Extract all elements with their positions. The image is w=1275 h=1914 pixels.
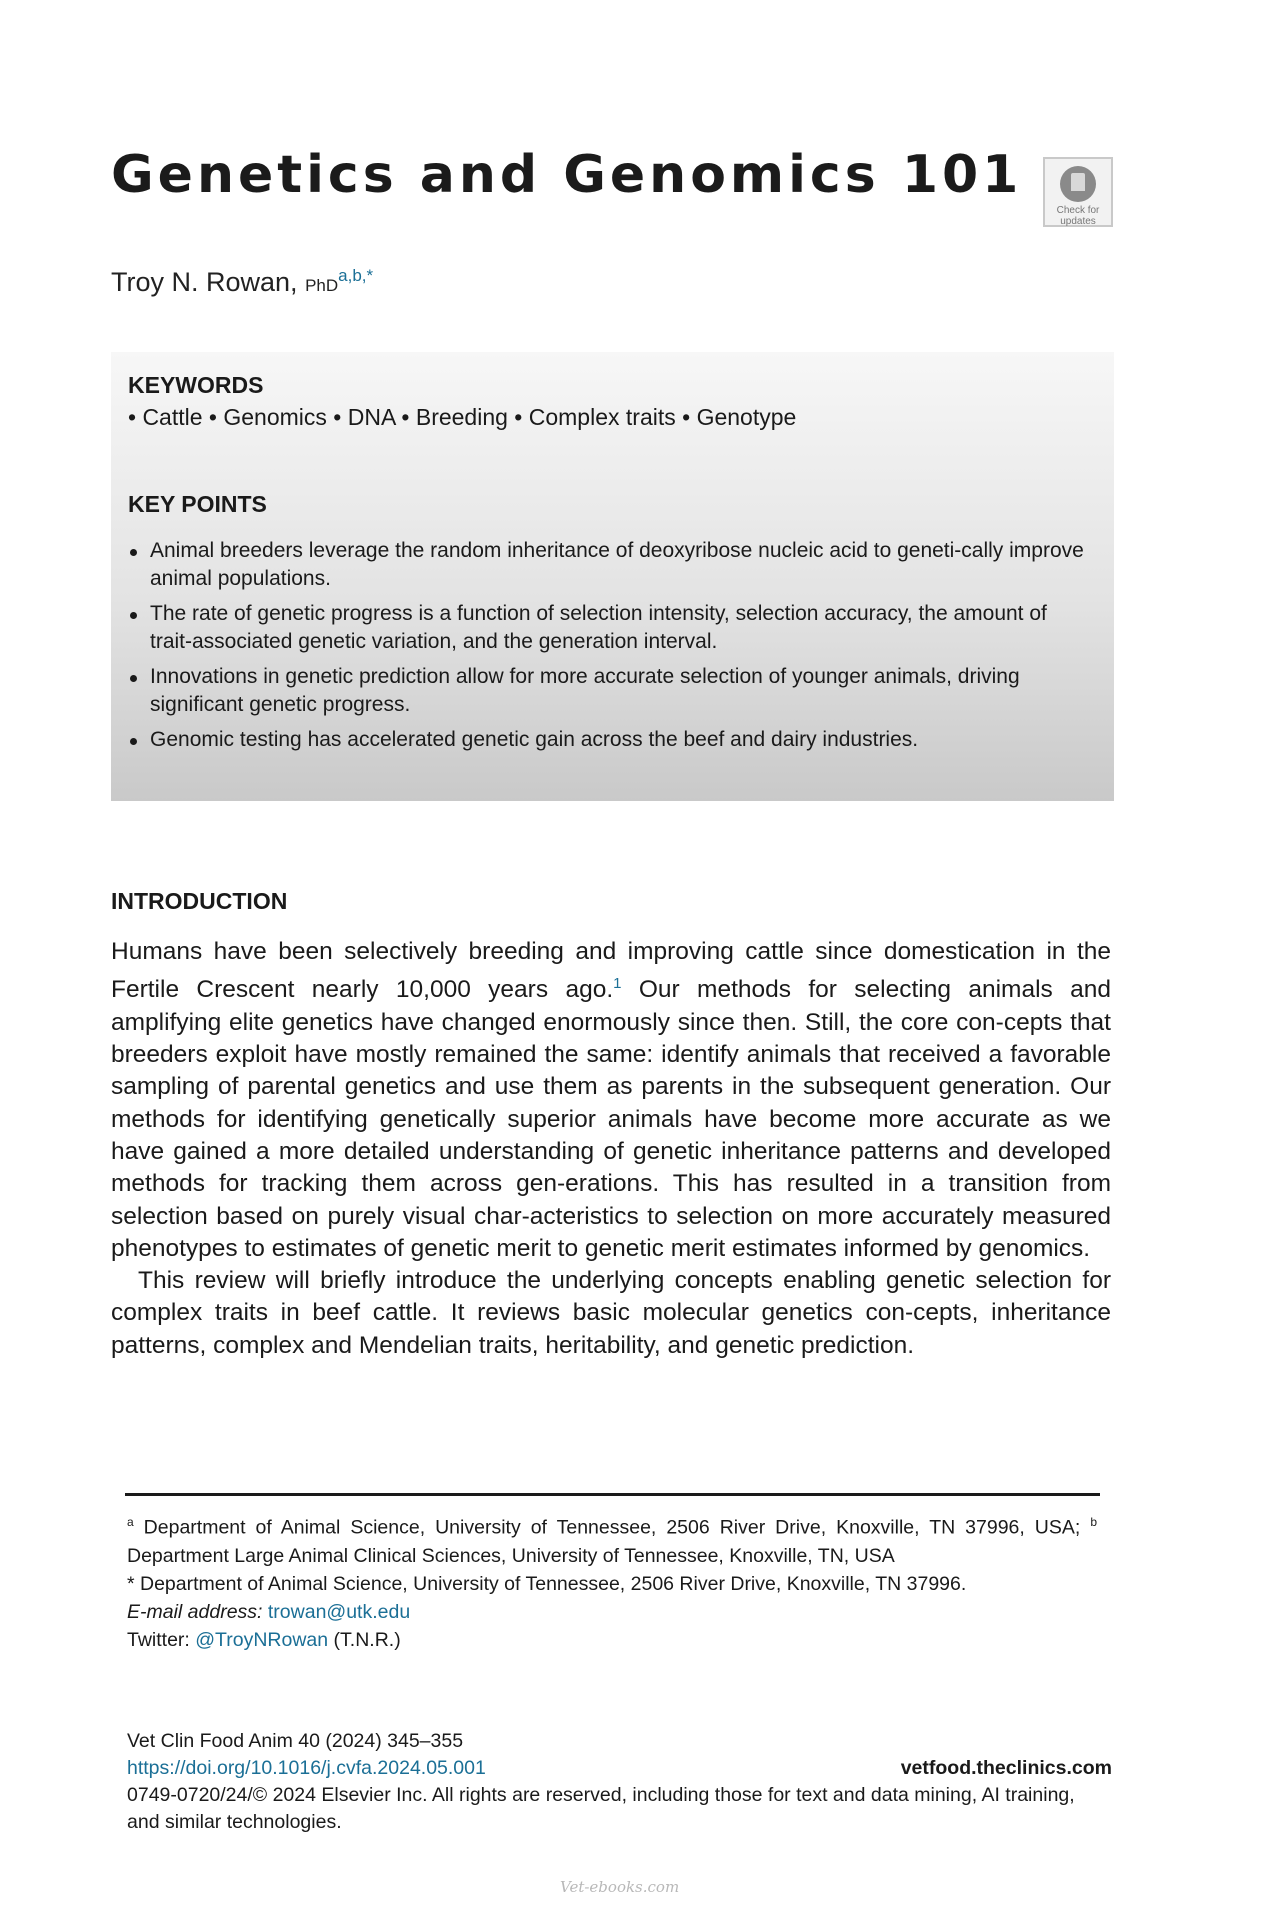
copyright-notice: 0749-0720/24/© 2024 Elsevier Inc. All rights are reserved, including those for text and data mining, AI training, and similar technologies. [127,1784,1075,1833]
check-for-updates-label: Check for updates [1056,205,1100,227]
journal-citation: Vet Clin Food Anim 40 (2024) 345–355 [127,1730,464,1752]
author-degree: PhD [305,276,339,295]
key-point-item: The rate of genetic progress is a function of selection intensity, selection accuracy, the amount of trait-associated genetic variation, and the generation interval. [128,600,1093,656]
bookmark-icon [1060,166,1096,202]
twitter-line: Twitter: @TroyNRowan (T.N.R.) [127,1628,401,1651]
introduction-body [111,936,1111,1362]
footnotes [127,1508,1097,1654]
key-points-list [128,537,1093,761]
reference-link[interactable]: 1 [613,975,622,993]
keywords-heading: KEYWORDS [128,372,264,398]
intro-paragraph-2: This review will briefly introduce the underlying concepts enabling genetic selection for complex traits in beef cattle. It reviews basic molecular genetics con-cepts, inheritance patterns, complex and Mendelian traits, heritability, and genetic prediction. [111,1267,1111,1359]
corresponding-address: * Department of Animal Science, University of Tennessee, 2506 River Drive, Knoxville, TN 37996. [127,1572,967,1595]
author-name: Troy N. Rowan, [111,267,298,297]
email-line: E-mail address: trowan@utk.edu [127,1600,411,1623]
article-title: Genetics and Genomics 101 [111,145,1023,205]
intro-paragraph-1: Humans have been selectively breeding and improving cattle since domestication in the Fertile Crescent nearly 10,000 years ago.$^1$ Our methods for selecting animals and amplifying elite genetics have changed enormously since then. Still, the core con-cepts that breeders exploit have mostly remained the same: identify animals that received a favorable sampling of parental genetics and use them as parents in the subsequent generation. Our methods for identifying genetically superior animals have become more accurate as we have gained a more detailed understanding of genetic inheritance patterns and developed methods for tracking them across gen-erations. This has resulted in a transition from selection based on purely visual char-acteristics to selection on more accurately measured phenotypes to estimates of genetic merit to genetic merit estimates informed by genomics. [111,938,1111,1262]
citation-block [127,1728,1112,1836]
check-for-updates-badge[interactable] [1043,157,1113,227]
twitter-link[interactable]: @TroyNRowan [195,1628,329,1651]
introduction-heading: INTRODUCTION [111,888,288,914]
author-affiliation-marks[interactable]: a,b,* [338,266,374,285]
key-points-heading: KEY POINTS [128,491,267,517]
affiliations: $^a$ Department of Animal Science, University of Tennessee, 2506 River Drive, Knoxville, TN 37996, USA; $^b$ Department Large Animal Clinical Sciences, University of Tennessee, Knoxville, TN, USA [127,1515,1097,1567]
key-point-item: Animal breeders leverage the random inheritance of deoxyribose nucleic acid to geneti-cally improve animal populations. [128,537,1093,593]
keywords-keypoints-box [111,352,1114,801]
key-point-item: Genomic testing has accelerated genetic gain across the beef and dairy industries. [128,726,1093,754]
watermark: Vet-ebooks.com [560,1878,680,1896]
keywords-list: • Cattle • Genomics • DNA • Breeding • Complex traits • Genotype [128,404,797,430]
email-link[interactable]: trowan@utk.edu [267,1600,411,1623]
author-line [111,266,373,298]
footnote-divider [125,1493,1100,1496]
doi-link[interactable]: https://doi.org/10.1016/j.cvfa.2024.05.001 [127,1757,486,1779]
key-point-item: Innovations in genetic prediction allow for more accurate selection of younger animals, driving significant genetic progress. [128,663,1093,719]
journal-website[interactable]: vetfood.theclinics.com [900,1757,1112,1779]
